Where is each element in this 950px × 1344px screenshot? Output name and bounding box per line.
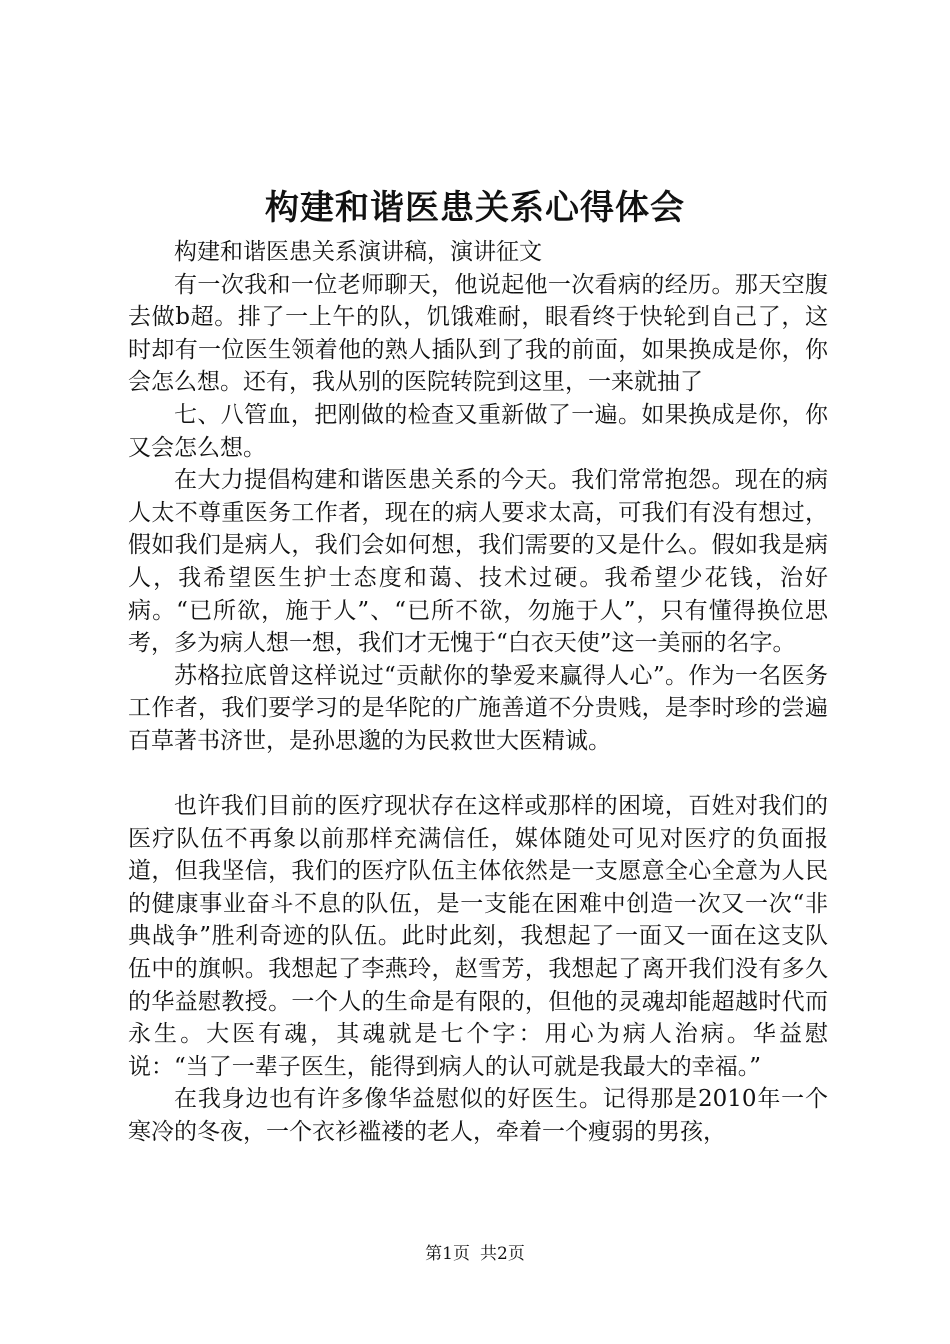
document-title: 构建和谐医患关系心得体会 [265, 188, 685, 228]
paragraph: 在大力提倡构建和谐医患关系的今天。我们常常抱怨。现在的病人太不尊重医务工作者，现在的病人要求太高，可我们有没有想过，假如我们是病人，我们会如何想，我们需要的又是什么。假如我是病人，我希望医生护士态度和蔼、技术过硬。我希望少花钱，治好病。“已所欲，施于人”、“已所不欲，勿施于人”，只有懂得换位思考，多为病人想一想，我们才无愧于“白衣天使”这一美丽的名字。 [128, 467, 828, 657]
paragraph: 有一次我和一位老师聊天，他说起他一次看病的经历。那天空腹去做b超。排了一上午的队，饥饿难耐，眼看终于快轮到自己了，这时却有一位医生领着他的熟人插队到了我的前面，如果换成是你，你会怎么想。还有，我从别的医院转院到这里，一来就抽了 [128, 271, 828, 396]
paragraph: 七、八管血，把刚做的检查又重新做了一遍。如果换成是你，你又会怎么想。 [128, 401, 828, 461]
page-number-total: 共2页 [480, 1244, 525, 1264]
blank-line [128, 758, 828, 791]
paragraph: 在我身边也有许多像华益慰似的好医生。记得那是2010年一个寒冷的冬夜，一个衣衫褴褛的老人，牵着一个瘦弱的男孩， [128, 1086, 828, 1146]
paragraph-subtitle: 构建和谐医患关系演讲稿，演讲征文 [174, 239, 542, 265]
document-body [128, 236, 828, 1149]
page-footer [0, 1242, 950, 1266]
paragraph: 也许我们目前的医疗现状存在这样或那样的困境，百姓对我们的医疗队伍不再象以前那样充满信任，媒体随处可见对医疗的负面报道，但我坚信，我们的医疗队伍主体依然是一支愿意全心全意为人民的健康事业奋斗不息的队伍，是一支能在困难中创造一次又一次“非典战争”胜利奇迹的队伍。此时此刻，我想起了一面又一面在这支队伍中的旗帜。我想起了李燕玲，赵雪芳，我想起了离开我们没有多久的华益慰教授。一个人的生命是有限的，但他的灵魂却能超越时代而永生。大医有魂，其魂就是七个字：用心为病人治病。华益慰说：“当了一辈子医生，能得到病人的认可就是我最大的幸福。” [128, 793, 828, 1080]
paragraph: 苏格拉底曾这样说过“贡献你的挚爱来赢得人心”。作为一名医务工作者，我们要学习的是华陀的广施善道不分贵贱，是李时珍的尝遍百草著书济世，是孙思邈的为民救世大医精诚。 [128, 662, 828, 754]
page-number-current: 第1页 [425, 1244, 470, 1264]
